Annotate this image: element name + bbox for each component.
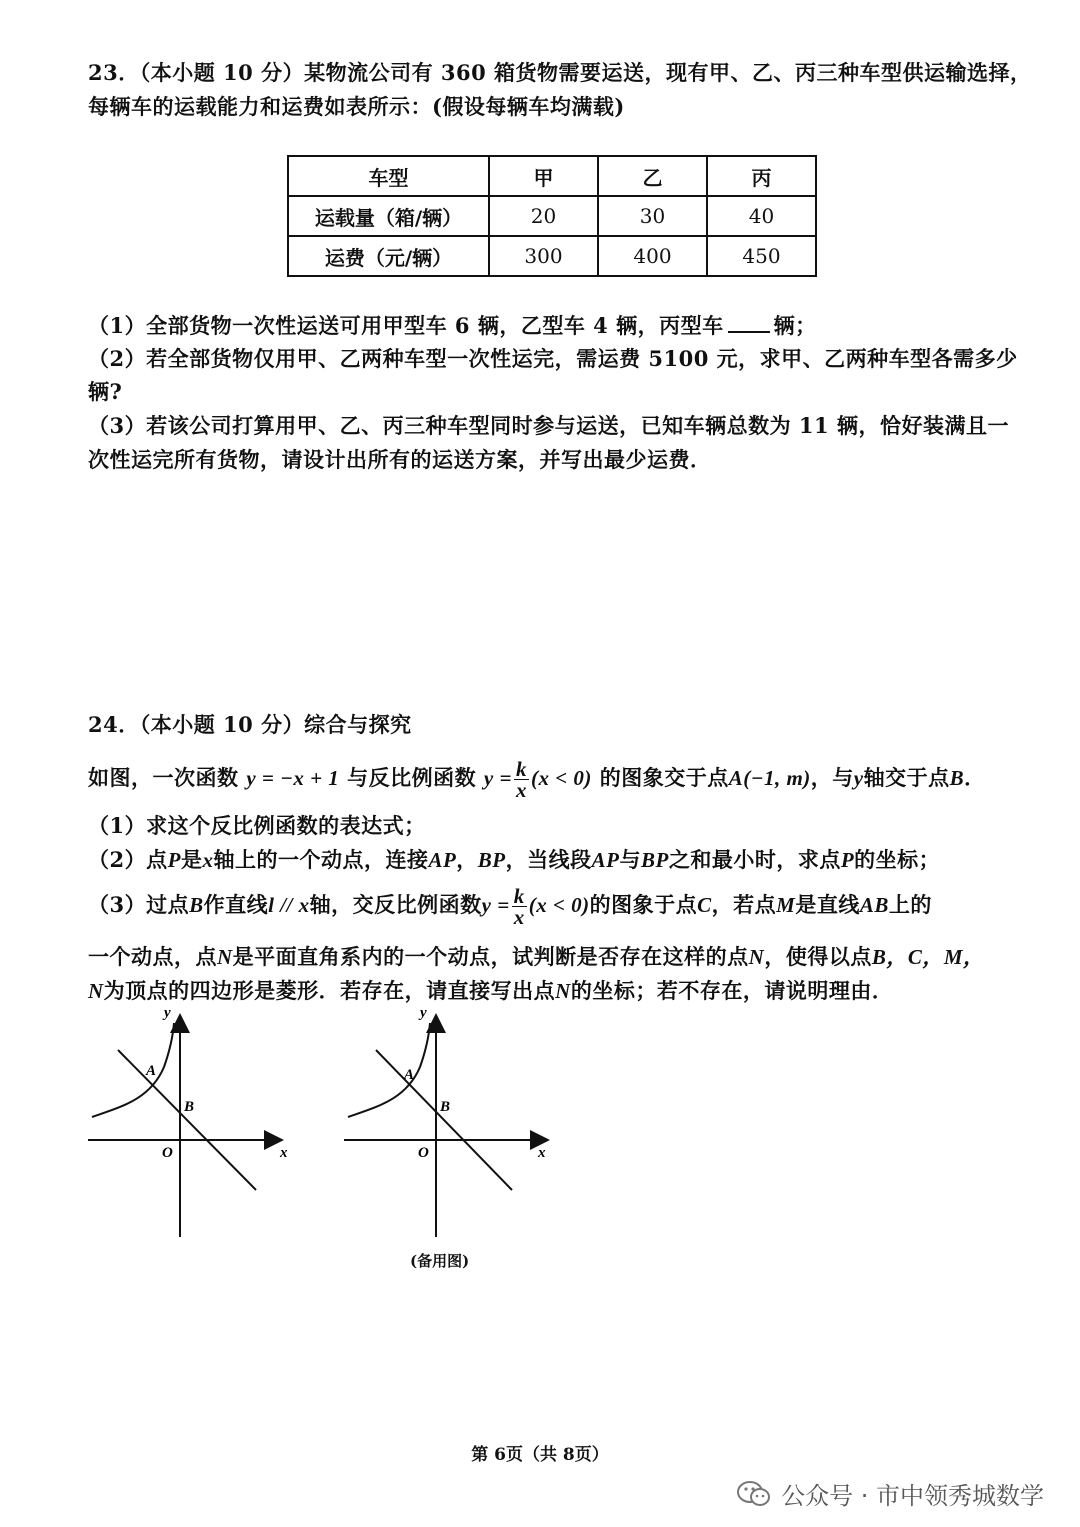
var-P: P: [840, 848, 855, 872]
x-axis-label: x: [280, 1145, 288, 1161]
q24-part2-text: 的坐标；: [854, 847, 941, 872]
var-N: N: [88, 979, 104, 1003]
var-P: P: [167, 848, 181, 872]
q24-part3-text: （3）过点: [88, 892, 190, 917]
point-a-label: A: [404, 1067, 415, 1083]
q23-part1-text: （1）全部货物一次性运送可用甲型车 6 辆，乙型车 4 辆，丙型车: [88, 313, 724, 338]
q23-heading-line2: 每辆车的运载能力和运费如表所示：(假设每辆车均满载): [88, 94, 625, 119]
wechat-icon: [737, 1480, 771, 1508]
q24-part3-line2: [88, 942, 985, 972]
q24-part3-text: 一个动点，点: [88, 944, 217, 969]
q24-intro-text: 的图象交于点: [599, 765, 729, 790]
var-BP: BP: [477, 848, 506, 872]
vertex-list: B，C，M，: [871, 945, 985, 969]
table-header-cell: 乙: [598, 156, 707, 196]
var-AP: AP: [591, 848, 620, 872]
q24-intro-text: ，与: [810, 765, 854, 790]
q23-part1: [88, 311, 817, 341]
point-b-label: B: [184, 1099, 195, 1115]
q24-intro-text: 与反比例函数: [347, 765, 477, 790]
cargo-table: [287, 155, 817, 277]
var-N: N: [555, 979, 571, 1003]
table-header-cell: 车型: [288, 156, 489, 196]
q24-part2-text: （2）点: [88, 847, 168, 872]
var-M: M: [776, 893, 796, 917]
table-row: [288, 236, 816, 276]
q24-part3-text: ，若点: [711, 892, 777, 917]
var-B: B: [949, 766, 965, 790]
linear-function-line: [376, 1050, 512, 1190]
y-axis-label: y: [420, 1005, 427, 1021]
linear-function-line: [118, 1050, 256, 1190]
table-cell: 450: [707, 236, 816, 276]
q24-part3-text: 上的: [888, 892, 932, 917]
table-cell: 40: [707, 196, 816, 236]
q23-part2: （2）若全部货物仅用甲、乙两种车型一次性运完，需运费 5100 元，求甲、乙两种车型各需多少: [88, 346, 1018, 371]
linear-equation: y = −x + 1: [246, 766, 340, 790]
table-cell: 运费（元/辆）: [288, 236, 489, 276]
table-row: [288, 196, 816, 236]
y-axis-label: y: [164, 1005, 171, 1021]
q24-heading: 24．（本小题 10 分）综合与探究: [88, 712, 412, 737]
q24-part3-line3: [88, 976, 893, 1006]
q24-part3-text: 的图象于点: [589, 892, 698, 917]
domain-condition: (x < 0): [530, 766, 592, 790]
var-AP: AP: [428, 848, 457, 872]
q24-part3-text: 的坐标；若不存在，请说明理由．: [570, 978, 894, 1003]
table-cell: 300: [489, 236, 598, 276]
var-B: B: [189, 893, 204, 917]
table-cell: 30: [598, 196, 707, 236]
origin-label: O: [162, 1145, 173, 1161]
q24-part2-text: 与: [619, 847, 641, 872]
q24-intro-text: 如图，一次函数: [88, 765, 239, 790]
fraction-k-over-x: [512, 886, 527, 927]
origin-label: O: [418, 1145, 429, 1161]
q23-part2-cont: 辆?: [88, 379, 123, 404]
q24-intro-text: 轴交于点: [863, 765, 950, 790]
domain-condition: (x < 0): [528, 893, 590, 917]
hyperbola-curve: [348, 1023, 430, 1117]
table-header-cell: 甲: [489, 156, 598, 196]
var-BP: BP: [640, 848, 669, 872]
table-cell: 400: [598, 236, 707, 276]
q24-part3-text: 作直线: [203, 892, 269, 917]
function-graph-backup: [336, 1005, 551, 1250]
table-header-cell: 丙: [707, 156, 816, 196]
table-header-row: [288, 156, 816, 196]
var-AB: AB: [859, 893, 889, 917]
q23-part3: （3）若该公司打算用甲、乙、丙三种车型同时参与运送，已知车辆总数为 11 辆，恰好装满且一: [88, 413, 1009, 438]
q24-part2-text: 之和最小时，求点: [668, 847, 841, 872]
x-axis-label: x: [538, 1145, 546, 1161]
page-footer: 第 6页（共 8页）: [471, 1445, 609, 1465]
hyperbola-curve: [92, 1023, 174, 1117]
fraction-k-over-x: [514, 759, 529, 800]
table-cell: 运载量（箱/辆）: [288, 196, 489, 236]
var-y: y: [853, 766, 864, 790]
fraction-numerator: k: [515, 757, 527, 781]
fraction-numerator: k: [513, 884, 525, 908]
point-a-coord: A(−1, m): [728, 766, 811, 790]
var-N: N: [748, 945, 765, 969]
q23-part1-unit: 辆；: [773, 313, 817, 338]
q24-part3-text: 是平面直角系内的一个动点，试判断是否存在这样的点: [232, 944, 749, 969]
table-cell: 20: [489, 196, 598, 236]
q24-part2-text: 轴上的一个动点，连接: [213, 847, 429, 872]
watermark-text: 公众号 · 市中领秀城数学: [781, 1482, 1044, 1510]
var-C: C: [697, 893, 712, 917]
var-x: x: [202, 848, 214, 872]
q24-part3-text: 为顶点的四边形是菱形．若存在，请直接写出点: [103, 978, 556, 1003]
q24-part1: （1）求这个反比例函数的表达式；: [88, 813, 426, 838]
q23-part3-cont: 次性运完所有货物，请设计出所有的运送方案，并写出最少运费．: [88, 447, 712, 472]
q24-part2-text: 是: [180, 847, 203, 872]
backup-figure-caption: (备用图): [410, 1252, 470, 1270]
point-b-label: B: [440, 1099, 451, 1115]
fraction-denominator: x: [513, 905, 525, 929]
q24-part3-text: ，使得以点: [764, 944, 872, 969]
q24-part2-text: ，当线段: [505, 847, 592, 872]
point-a-label: A: [146, 1063, 157, 1079]
function-graph-main: [80, 1005, 295, 1250]
q24-part3-text: 是直线: [795, 892, 860, 917]
q24-part3: [88, 883, 932, 927]
q24-intro: [88, 756, 986, 800]
answer-blank: [728, 313, 770, 333]
var-N: N: [217, 945, 233, 969]
watermark: [737, 1476, 1044, 1511]
inverse-equation-lhs: y =: [483, 766, 512, 790]
inverse-equation-lhs: y =: [481, 893, 510, 917]
fraction-denominator: x: [515, 778, 527, 802]
q24-intro-text: ．: [964, 765, 986, 790]
q24-part2: [88, 845, 940, 875]
q23-heading: 23．（本小题 10 分）某物流公司有 360 箱货物需要运送，现有甲、乙、丙三种车型供运输选择，: [88, 60, 1032, 85]
q24-part2-text: ，: [456, 847, 478, 872]
line-l-parallel-x: l // x: [268, 893, 310, 917]
q24-part3-text: 轴，交反比例函数: [309, 892, 482, 917]
